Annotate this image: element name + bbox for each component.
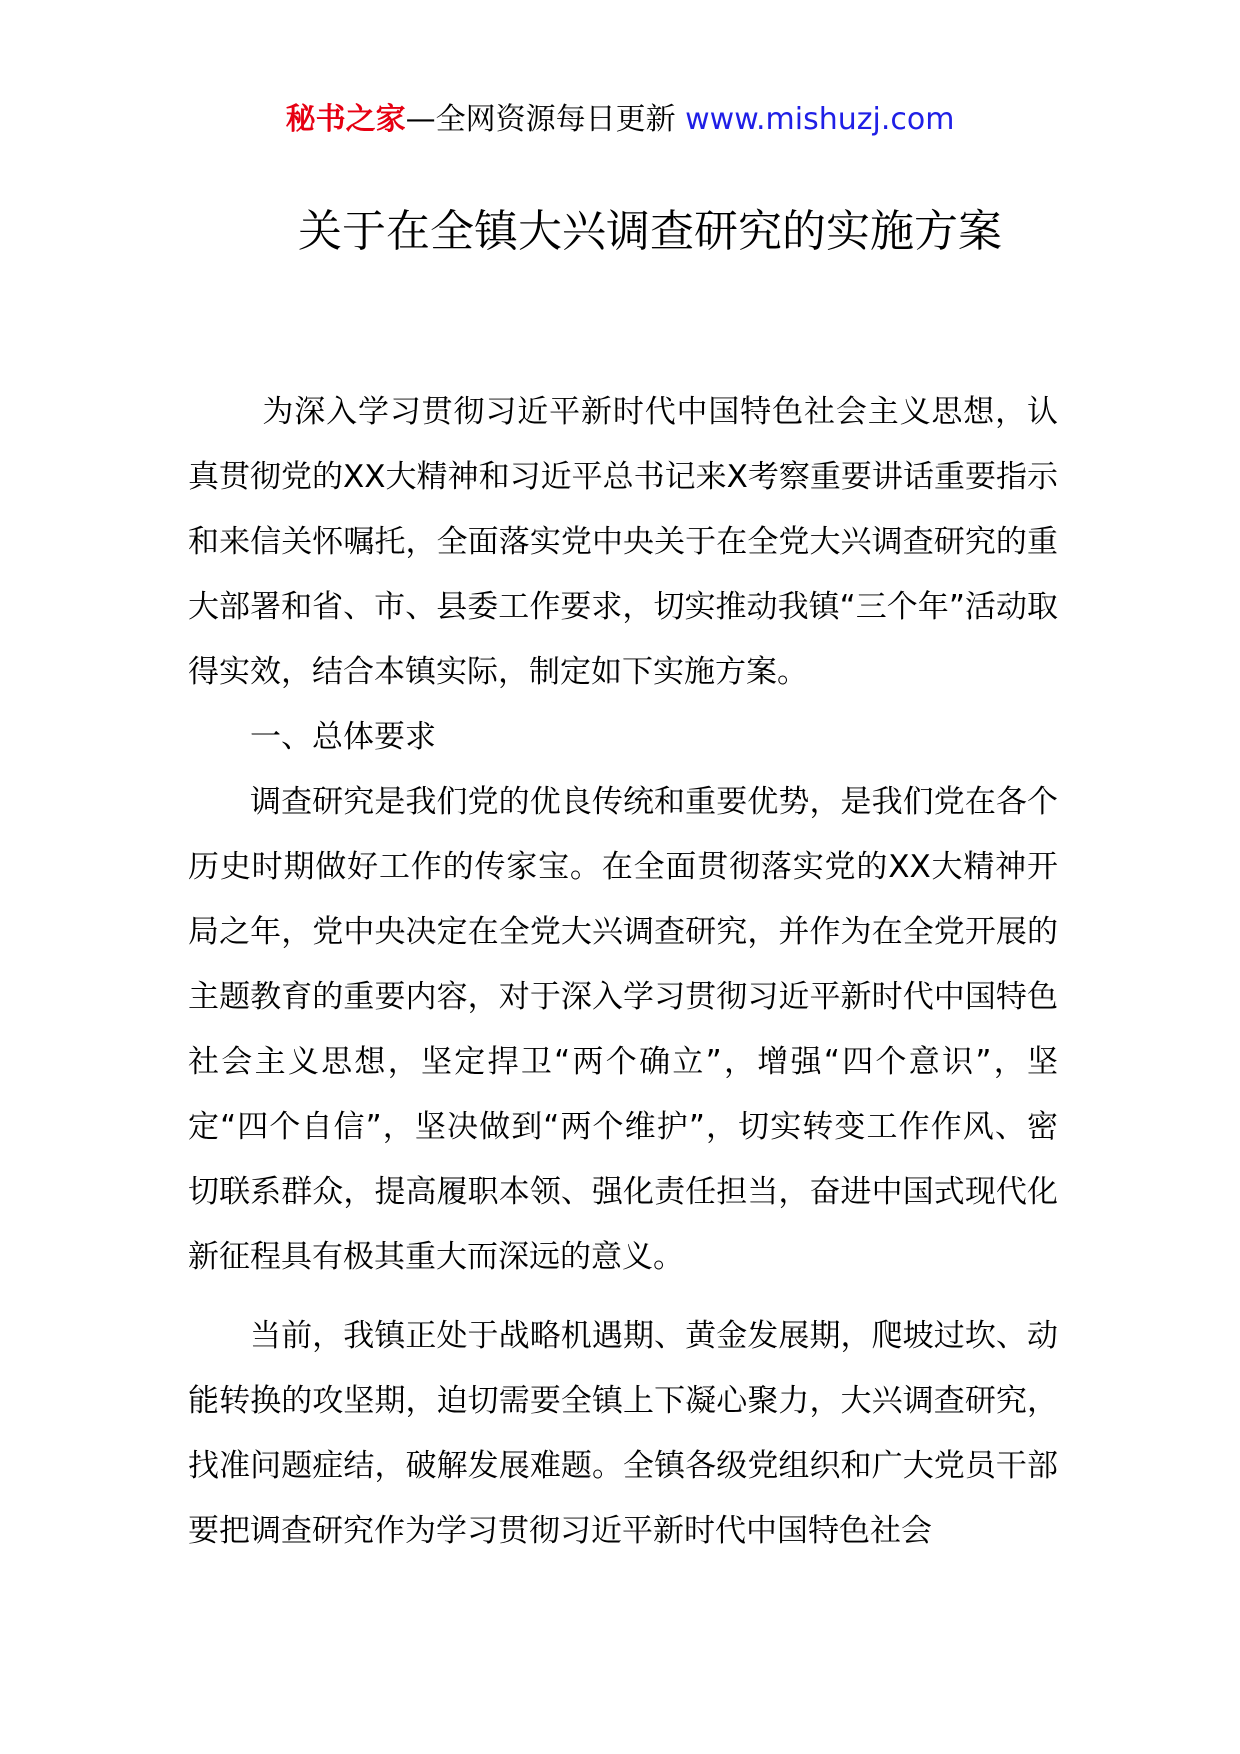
body-paragraph: 当前，我镇正处于战略机遇期、黄金发展期，爬坡过坎、动能转换的攻坚期，迫切需要全镇上下凝心聚力，大兴调查研究，找准问题症结，破解发展难题。全镇各级党组织和广大党员干部要把调查研究作为学习贯彻习近平新时代中国特色社会: [188, 1318, 1058, 1549]
section-heading: 一、总体要求: [250, 719, 436, 755]
intro-paragraph: 为深入学习贯彻习近平新时代中国特色社会主义思想，认真贯彻党的XX大精神和习近平总书记来X考察重要讲话重要指示和来信关怀嘱托，全面落实党中央关于在全党大兴调查研究的重大部署和省、市、县委工作要求，切实推动我镇“三个年”活动取得实效，结合本镇实际，制定如下实施方案。: [188, 394, 1058, 690]
site-url-link[interactable]: www.mishuzj.com: [685, 102, 955, 137]
site-tagline: —全网资源每日更新: [405, 102, 676, 137]
site-brand-name: 秘书之家: [285, 102, 406, 137]
site-banner: [0, 100, 1240, 140]
document-body: [188, 380, 1058, 1564]
document-title: 关于在全镇大兴调查研究的实施方案: [298, 206, 1002, 257]
body-paragraph: 调查研究是我们党的优良传统和重要优势，是我们党在各个历史时期做好工作的传家宝。在全面贯彻落实党的XX大精神开局之年，党中央决定在全党大兴调查研究，并作为在全党开展的主题教育的重要内容，对于深入学习贯彻习近平新时代中国特色社会主义思想，坚定捍卫“两个确立”，增强“四个意识”，坚定“四个自信”，坚决做到“两个维护”，切实转变工作作风、密切联系群众，提高履职本领、强化责任担当，奋进中国式现代化新征程具有极其重大而深远的意义。: [188, 784, 1058, 1275]
